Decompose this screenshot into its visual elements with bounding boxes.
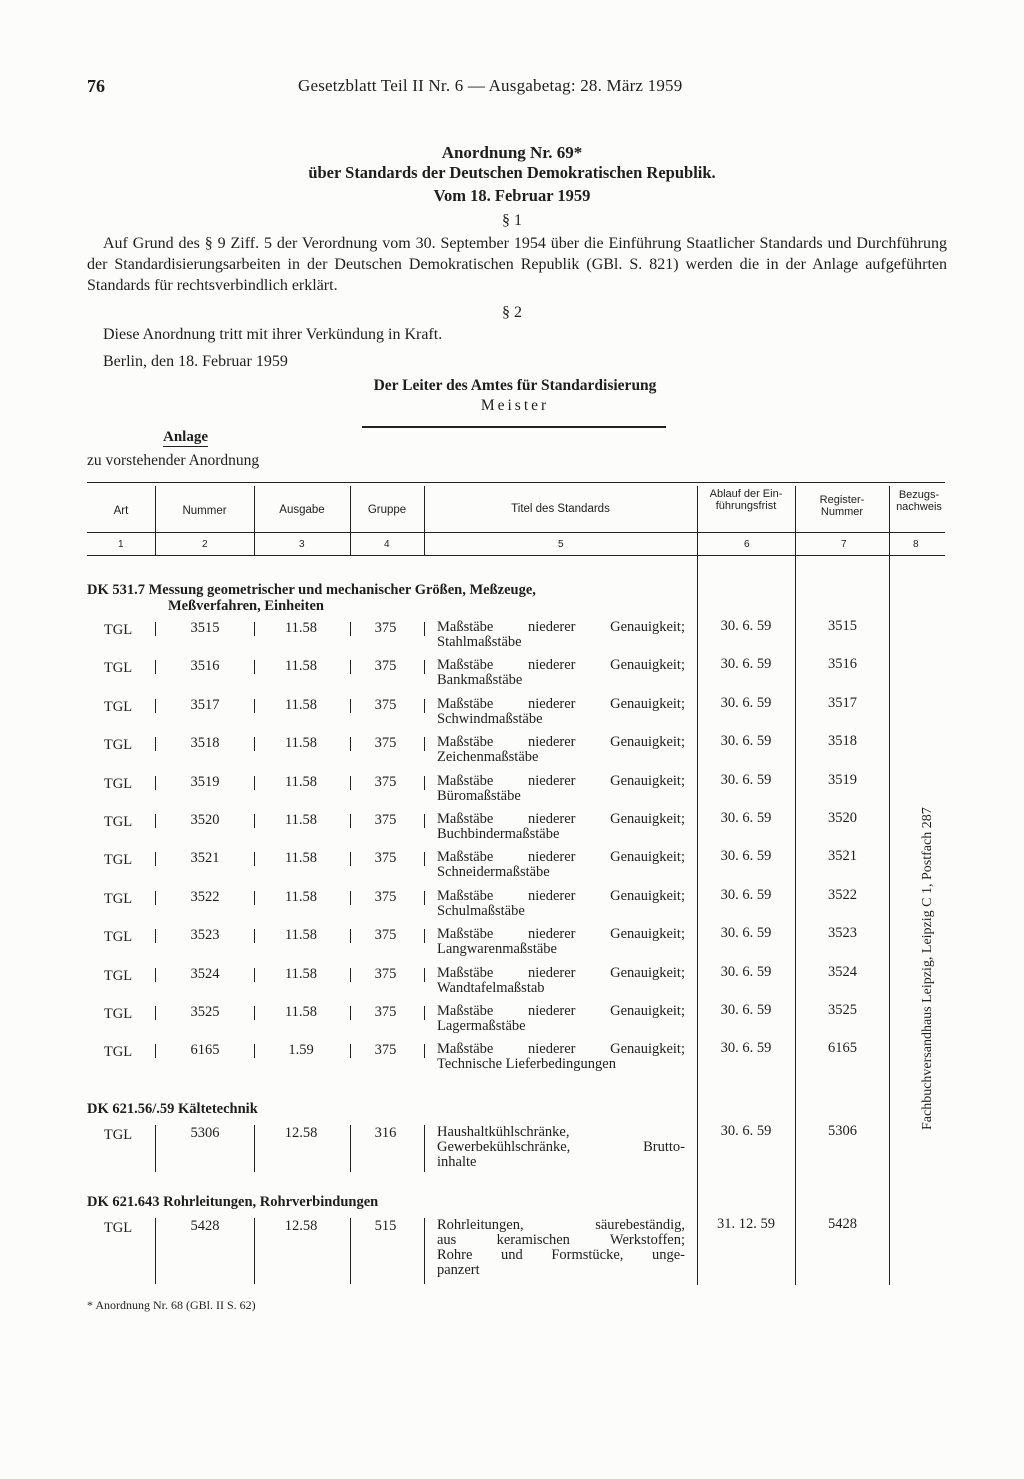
col-number: 2: [202, 539, 208, 550]
cell-gruppe: 375: [374, 888, 397, 905]
cell-ausgabe: 11.58: [284, 850, 318, 867]
side-reference: Fachbuchversandhaus Leipzig, Leipzig C 1, Postfach 287: [920, 807, 935, 1130]
cell-gruppe: 375: [374, 696, 397, 713]
row-divider: [350, 968, 351, 982]
cell-art: TGL: [103, 1006, 133, 1022]
col-divider: [350, 486, 351, 555]
row-divider: [350, 737, 351, 751]
cell-nummer: 5428: [190, 1218, 220, 1234]
row-divider: [155, 660, 156, 674]
cell-register: 3517: [828, 694, 857, 711]
cell-nummer: 3519: [190, 773, 220, 790]
col-header-frist: Ablauf der Einführungsfrist: [709, 488, 783, 512]
annex-subheading: zu vorstehender Anordnung: [87, 452, 260, 469]
cell-titel: Zeichenmaßstäbe: [437, 749, 539, 766]
row-divider: [155, 1218, 156, 1284]
signature-rule: [362, 426, 666, 428]
row-divider: [254, 814, 255, 828]
cell-titel: Bankmaßstäbe: [437, 672, 523, 689]
section-heading: DK 621.643 Rohrleitungen, Rohrverbindungen: [87, 1194, 379, 1210]
row-divider: [350, 622, 351, 636]
cell-titel: Maßstäbe niederer Genauigkeit;: [437, 695, 685, 712]
cell-register: 3522: [828, 886, 857, 903]
row-divider: [424, 814, 425, 828]
cell-ausgabe: 11.58: [284, 1004, 318, 1020]
col-divider: [889, 486, 890, 555]
header-rule: [87, 532, 945, 533]
col-number: 8: [913, 539, 919, 550]
cell-nummer: 3521: [190, 850, 220, 867]
cell-titel: Maßstäbe niederer Genauigkeit;: [437, 1041, 685, 1058]
running-title: Gesetzblatt Teil II Nr. 6 — Ausgabetag: 28. März 1959: [298, 76, 683, 95]
row-divider: [155, 1125, 156, 1172]
cell-titel: Buchbindermaßstäbe: [437, 826, 560, 842]
row-divider: [155, 737, 156, 751]
cell-ausgabe: 11.58: [284, 965, 318, 982]
col-divider: [697, 555, 698, 1285]
cell-register: 3518: [828, 733, 857, 750]
cell-titel: aus keramischen Werkstoffen;: [437, 1232, 685, 1248]
cell-frist: 30. 6. 59: [720, 618, 772, 634]
cell-frist: 30. 6. 59: [720, 1002, 772, 1018]
cell-frist: 30. 6. 59: [720, 848, 772, 865]
cell-gruppe: 316: [374, 1125, 397, 1141]
col-divider: [795, 555, 796, 1285]
row-divider: [350, 699, 351, 713]
cell-nummer: 3524: [190, 965, 220, 982]
cell-frist: 30. 6. 59: [720, 810, 772, 826]
number-row-rule: [87, 555, 945, 556]
row-divider: [254, 852, 255, 866]
row-divider: [155, 622, 156, 636]
cell-titel: Büromaßstäbe: [437, 787, 521, 804]
cell-art: TGL: [103, 929, 133, 946]
cell-nummer: 3516: [190, 658, 220, 675]
row-divider: [254, 891, 255, 905]
row-divider: [155, 1006, 156, 1020]
cell-nummer: 3525: [190, 1004, 220, 1020]
cell-nummer: 3518: [190, 735, 220, 752]
cell-nummer: 3522: [190, 888, 220, 905]
row-divider: [424, 737, 425, 751]
cell-titel: Maßstäbe niederer Genauigkeit;: [437, 734, 685, 751]
row-divider: [350, 891, 351, 905]
row-divider: [155, 891, 156, 905]
cell-titel: Schulmaßstäbe: [437, 902, 525, 919]
cell-gruppe: 375: [374, 658, 397, 675]
cell-art: TGL: [103, 737, 133, 754]
row-divider: [350, 1044, 351, 1058]
cell-register: 5306: [828, 1123, 857, 1139]
row-divider: [155, 699, 156, 713]
section-2-text: Diese Anordnung tritt mit ihrer Verkündung in Kraft.: [103, 326, 443, 343]
cell-frist: 30. 6. 59: [720, 771, 772, 788]
cell-titel: Maßstäbe niederer Genauigkeit;: [437, 1003, 685, 1019]
cell-ausgabe: 11.58: [284, 658, 318, 675]
section-heading: DK 621.56/.59 Kältetechnik: [87, 1101, 258, 1117]
row-divider: [254, 699, 255, 713]
col-divider: [795, 486, 796, 555]
col-header-ausgabe: Ausgabe: [279, 504, 325, 516]
row-divider: [424, 852, 425, 866]
col-header-bezug: Bezugsnachweis: [896, 489, 942, 513]
section-1-text: Auf Grund des § 9 Ziff. 5 der Verordnung vom 30. September 1954 über die Einführung Staatlicher Standards und Durchführung der Standardisierungsarbeiten in der Deutschen Demokratischen Republik (GBl. S. 821) werden die in der Anlage aufgeführten Standards für rechtsverbindlich erklärt.: [87, 235, 947, 294]
cell-ausgabe: 12.58: [284, 1218, 318, 1234]
cell-gruppe: 515: [374, 1218, 397, 1234]
cell-art: TGL: [103, 814, 133, 830]
row-divider: [254, 737, 255, 751]
col-divider: [889, 555, 890, 1285]
row-divider: [155, 1044, 156, 1058]
section-heading: DK 531.7 Messung geometrischer und mechanischer Größen, Meßzeuge,: [87, 582, 536, 598]
col-number: 5: [558, 539, 564, 550]
row-divider: [254, 660, 255, 674]
row-divider: [424, 1044, 425, 1058]
cell-register: 3519: [828, 771, 857, 788]
col-divider: [697, 486, 698, 555]
row-divider: [254, 929, 255, 943]
cell-titel: Schwindmaßstäbe: [437, 710, 543, 727]
col-divider: [424, 486, 425, 555]
cell-frist: 30. 6. 59: [720, 1040, 772, 1057]
row-divider: [424, 699, 425, 713]
row-divider: [155, 776, 156, 790]
cell-titel: Maßstäbe niederer Genauigkeit;: [437, 849, 685, 866]
cell-nummer: 3517: [190, 696, 220, 713]
row-divider: [254, 1006, 255, 1020]
cell-art: TGL: [103, 1127, 133, 1143]
row-divider: [424, 968, 425, 982]
col-divider: [155, 486, 156, 555]
col-number: 7: [841, 539, 847, 550]
col-header-nummer: Nummer: [182, 505, 227, 517]
place-date: Berlin, den 18. Februar 1959: [103, 353, 288, 370]
cell-register: 3524: [828, 963, 857, 980]
decree-date: Vom 18. Februar 1959: [433, 186, 591, 205]
cell-register: 3523: [828, 925, 857, 942]
cell-ausgabe: 12.58: [284, 1125, 318, 1141]
section-2-mark: § 2: [502, 304, 522, 321]
cell-frist: 30. 6. 59: [720, 963, 772, 980]
footnote: * Anordnung Nr. 68 (GBl. II S. 62): [87, 1298, 256, 1312]
cell-nummer: 3515: [190, 620, 220, 636]
cell-ausgabe: 11.58: [284, 927, 318, 944]
cell-titel: Maßstäbe niederer Genauigkeit;: [437, 887, 685, 904]
cell-nummer: 3520: [190, 812, 220, 828]
cell-gruppe: 375: [374, 1004, 397, 1020]
cell-titel: Haushaltkühlschränke,: [437, 1124, 570, 1140]
cell-titel: Technische Lieferbedingungen: [437, 1056, 616, 1073]
cell-ausgabe: 11.58: [284, 888, 318, 905]
row-divider: [424, 660, 425, 674]
col-header-titel: Titel des Standards: [511, 503, 610, 515]
row-divider: [155, 852, 156, 866]
col-number: 4: [384, 539, 390, 550]
cell-art: TGL: [103, 1220, 133, 1236]
annex-heading: Anlage: [163, 429, 208, 445]
cell-gruppe: 375: [374, 850, 397, 867]
cell-frist: 30. 6. 59: [720, 694, 772, 711]
cell-titel: Lagermaßstäbe: [437, 1018, 526, 1034]
cell-ausgabe: 11.58: [284, 735, 318, 752]
cell-register: 3515: [828, 618, 857, 634]
cell-ausgabe: 11.58: [284, 696, 318, 713]
row-divider: [350, 852, 351, 866]
row-divider: [254, 968, 255, 982]
cell-art: TGL: [103, 890, 133, 907]
row-divider: [424, 776, 425, 790]
cell-titel: Langwarenmaßstäbe: [437, 941, 557, 958]
row-divider: [350, 660, 351, 674]
cell-ausgabe: 11.58: [284, 620, 318, 636]
cell-gruppe: 375: [374, 965, 397, 982]
cell-titel: Gewerbekühlschränke, Brutto-: [437, 1139, 685, 1155]
cell-nummer: 5306: [190, 1125, 220, 1141]
row-divider: [424, 1218, 425, 1284]
cell-nummer: 6165: [190, 1042, 220, 1059]
section-heading-cont: Meßverfahren, Einheiten: [168, 598, 324, 614]
decree-title: Anordnung Nr. 69*: [441, 143, 583, 162]
col-divider: [254, 486, 255, 555]
cell-art: TGL: [103, 967, 133, 984]
cell-ausgabe: 11.58: [284, 773, 318, 790]
cell-frist: 30. 6. 59: [720, 733, 772, 750]
cell-titel: Maßstäbe niederer Genauigkeit;: [437, 964, 685, 981]
cell-titel: Maßstäbe niederer Genauigkeit;: [437, 657, 685, 674]
cell-titel: Maßstäbe niederer Genauigkeit;: [437, 619, 685, 635]
cell-gruppe: 375: [374, 773, 397, 790]
cell-register: 5428: [828, 1216, 857, 1232]
row-divider: [155, 814, 156, 828]
col-header-art: Art: [113, 505, 129, 517]
cell-titel: Maßstäbe niederer Genauigkeit;: [437, 811, 685, 827]
row-divider: [424, 1006, 425, 1020]
cell-frist: 30. 6. 59: [720, 656, 772, 673]
cell-frist: 31. 12. 59: [717, 1216, 775, 1232]
col-number: 3: [299, 539, 305, 550]
row-divider: [350, 929, 351, 943]
cell-titel: Wandtafelmaßstab: [437, 979, 545, 996]
cell-art: TGL: [103, 698, 133, 715]
row-divider: [254, 1218, 255, 1284]
cell-titel: Maßstäbe niederer Genauigkeit;: [437, 772, 685, 789]
row-divider: [350, 814, 351, 828]
cell-gruppe: 375: [374, 927, 397, 944]
cell-frist: 30. 6. 59: [720, 1123, 772, 1139]
cell-titel: Rohre und Formstücke, unge-: [437, 1247, 685, 1263]
cell-register: 3516: [828, 656, 857, 673]
decree-subtitle: über Standards der Deutschen Demokratischen Republik.: [308, 163, 716, 182]
cell-art: TGL: [103, 775, 133, 792]
row-divider: [155, 968, 156, 982]
row-divider: [424, 1125, 425, 1172]
signer-title: Der Leiter des Amtes für Standardisierung: [373, 377, 657, 394]
table-top-rule: [87, 482, 945, 483]
row-divider: [254, 1125, 255, 1172]
row-divider: [254, 1044, 255, 1058]
cell-titel: Schneidermaßstäbe: [437, 864, 550, 881]
row-divider: [350, 776, 351, 790]
cell-gruppe: 375: [374, 620, 397, 636]
cell-frist: 30. 6. 59: [720, 886, 772, 903]
cell-titel: Maßstäbe niederer Genauigkeit;: [437, 926, 685, 943]
cell-art: TGL: [103, 660, 133, 677]
cell-frist: 30. 6. 59: [720, 925, 772, 942]
cell-art: TGL: [103, 622, 133, 638]
row-divider: [254, 776, 255, 790]
cell-ausgabe: 11.58: [284, 812, 318, 828]
row-divider: [350, 1218, 351, 1284]
signer-name: Meister: [480, 397, 550, 414]
cell-gruppe: 375: [374, 1042, 397, 1059]
col-number: 1: [118, 539, 124, 550]
section-1-mark: § 1: [502, 212, 522, 229]
row-divider: [155, 929, 156, 943]
col-number: 6: [744, 539, 750, 550]
cell-register: 6165: [828, 1040, 857, 1057]
cell-ausgabe: 1.59: [288, 1042, 314, 1059]
cell-register: 3521: [828, 848, 857, 865]
row-divider: [350, 1125, 351, 1172]
cell-register: 3525: [828, 1002, 857, 1018]
cell-art: TGL: [103, 852, 133, 869]
row-divider: [254, 622, 255, 636]
cell-register: 3520: [828, 810, 857, 826]
cell-titel: inhalte: [437, 1154, 477, 1170]
row-divider: [424, 929, 425, 943]
cell-gruppe: 375: [374, 735, 397, 752]
col-header-gruppe: Gruppe: [367, 504, 407, 516]
cell-art: TGL: [103, 1044, 133, 1061]
cell-gruppe: 375: [374, 812, 397, 828]
cell-titel: Rohrleitungen, säurebeständig,: [437, 1217, 685, 1233]
cell-nummer: 3523: [190, 927, 220, 944]
cell-titel: panzert: [437, 1262, 480, 1278]
col-header-register: RegisterNummer: [819, 494, 865, 518]
cell-titel: Stahlmaßstäbe: [437, 634, 522, 650]
page-number: 76: [87, 76, 105, 96]
row-divider: [424, 891, 425, 905]
row-divider: [424, 622, 425, 636]
row-divider: [350, 1006, 351, 1020]
